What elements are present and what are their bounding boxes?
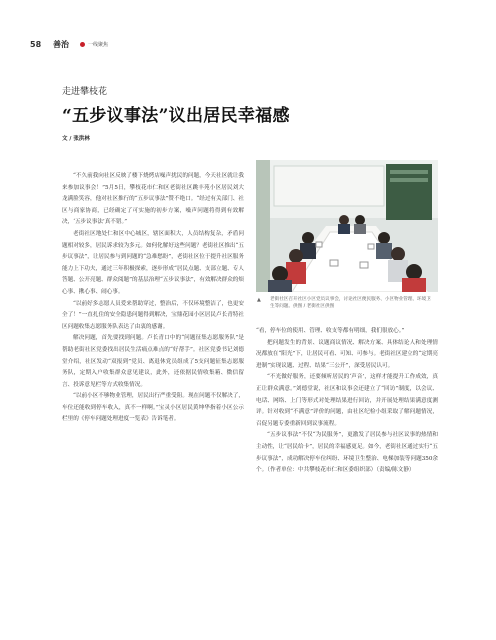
paragraph: “看，停车位的使用、管理、收支等都有明细，我们很放心。” (256, 328, 405, 334)
paragraph: “五步议事法”不仅“为民服务”，更激发了居民参与社区议事的热情和主动性，让“居民给卡”，居民的幸福感更足。如今，老街社区通过实行“五步议事法”，成功解决停车位纠纷、环境卫生整治、电梯加装等问题350余个。（作者单位：中共攀枝花市仁和区委组织部）（责编/陈文静） (256, 432, 438, 474)
caption-marker-icon: ▲ (257, 297, 261, 303)
page-header (0, 0, 496, 56)
section-dot-icon (80, 42, 85, 47)
article-photo (256, 160, 438, 292)
right-column (256, 326, 438, 616)
paragraph: “不光做好服务，还要倾听居民的‘声音’，这样才能提升工作成效，真正让群众满意。”刘德堂说，社区和议事会还建立了“回访”制度，以会议、电话、网络、上门等形式对处理结果进行回访，并开展处理结果满意度测评。针对收到“不满意”评价的问题，由社区纪检小组采取了解问题情况，召促另题专委重新回到议事流程。 (256, 374, 438, 427)
left-column (62, 171, 244, 601)
journal-name: 善治 (53, 40, 69, 49)
article-kicker: 走进攀枝花 (62, 87, 108, 97)
paragraph: “不久前我向社区反映了楼下烧烤店噪声扰民的问题，今天社区就让我来参加议事会！”5月5日，攀枝花市仁和区老街社区跳丰苑小区居民刘大龙满脸笑容，他对社区推行的“五步议事法”赞不绝口。“经过有关部门、社区与商家协商，已经确定了可实施的初步方案，噪声问题将得到有效解决，‘五步议事法’真不错。” (62, 173, 244, 226)
paragraph: 把问题发生的背景、议题商议情况、解决方案、具体结论人和处理情况都放在“阳光”下，让居民可看、可知、可参与。老街社区建立的“定期亮进制”实现议题、过程、结果“三公开”，深受居民认可。 (256, 339, 438, 369)
paragraph: 解决问题，首先要找到问题。卢长青口中的“问题征集志愿服务队”是帮助老街社区党委找出居民生活痛点难点的“好帮手”。社区党委书记刘德堂介绍，社区发动“双报到”党员、离退休党员组成了5支问题征集志愿服务队，定期入户收集群众意见建议，此外，还依据民情收集箱、微信留言、投诉意见栏等方式收集情况。 (62, 335, 244, 388)
article-title: “五步议事法”议出居民幸福感 (62, 106, 290, 126)
paragraph: 老街社区地处仁和区中心城区，辖区面积大，人员结构复杂，矛盾问题相对较多，居民诉求较为多元。如何化解好这些问题？老街社区推出“五步议事法”，让居民参与到问题的“急难愁盼”，老街社区位于提升社区服务能力上下功夫，通过三年积极探索，逐步形成“居民点题、支部立题、专人答题、公开亮题、群众阅题”的基层治理“五步议事法”，有效解决群众的烦心事、揪心事、闹心事。 (62, 230, 244, 295)
paragraph: “以前好多志愿人员爱来帮助穿过，整治后，不仅环境整洁了，也更安全了！”一直扎住的安全隐患问题得到解决，宝鼎花园小区居民卢长青特社区问题收集志愿服务队表达了由衷的感谢。 (62, 300, 244, 330)
paragraph: “以前小区不够物业管理，居民出行严重受阻。现在问题不仅解决了，车位还能收到停车收入，真不一样啊。”宝灵小区居民黄坤华指着小区公示栏里的《停车问题处理进度一览表》告诉笔者。 (62, 393, 244, 423)
page-number: 58 (30, 40, 42, 49)
article-byline: 文 / 张洪林 (62, 136, 90, 142)
photo-caption: 老街社区召开社区小区党员议事会，讨论社区便民服务、小区物业管理、环境卫生等问题。供图 / 老街社区供图 (270, 297, 431, 309)
section-label: 一线聚焦 (88, 42, 109, 48)
meeting-photo-illustration (256, 160, 438, 292)
